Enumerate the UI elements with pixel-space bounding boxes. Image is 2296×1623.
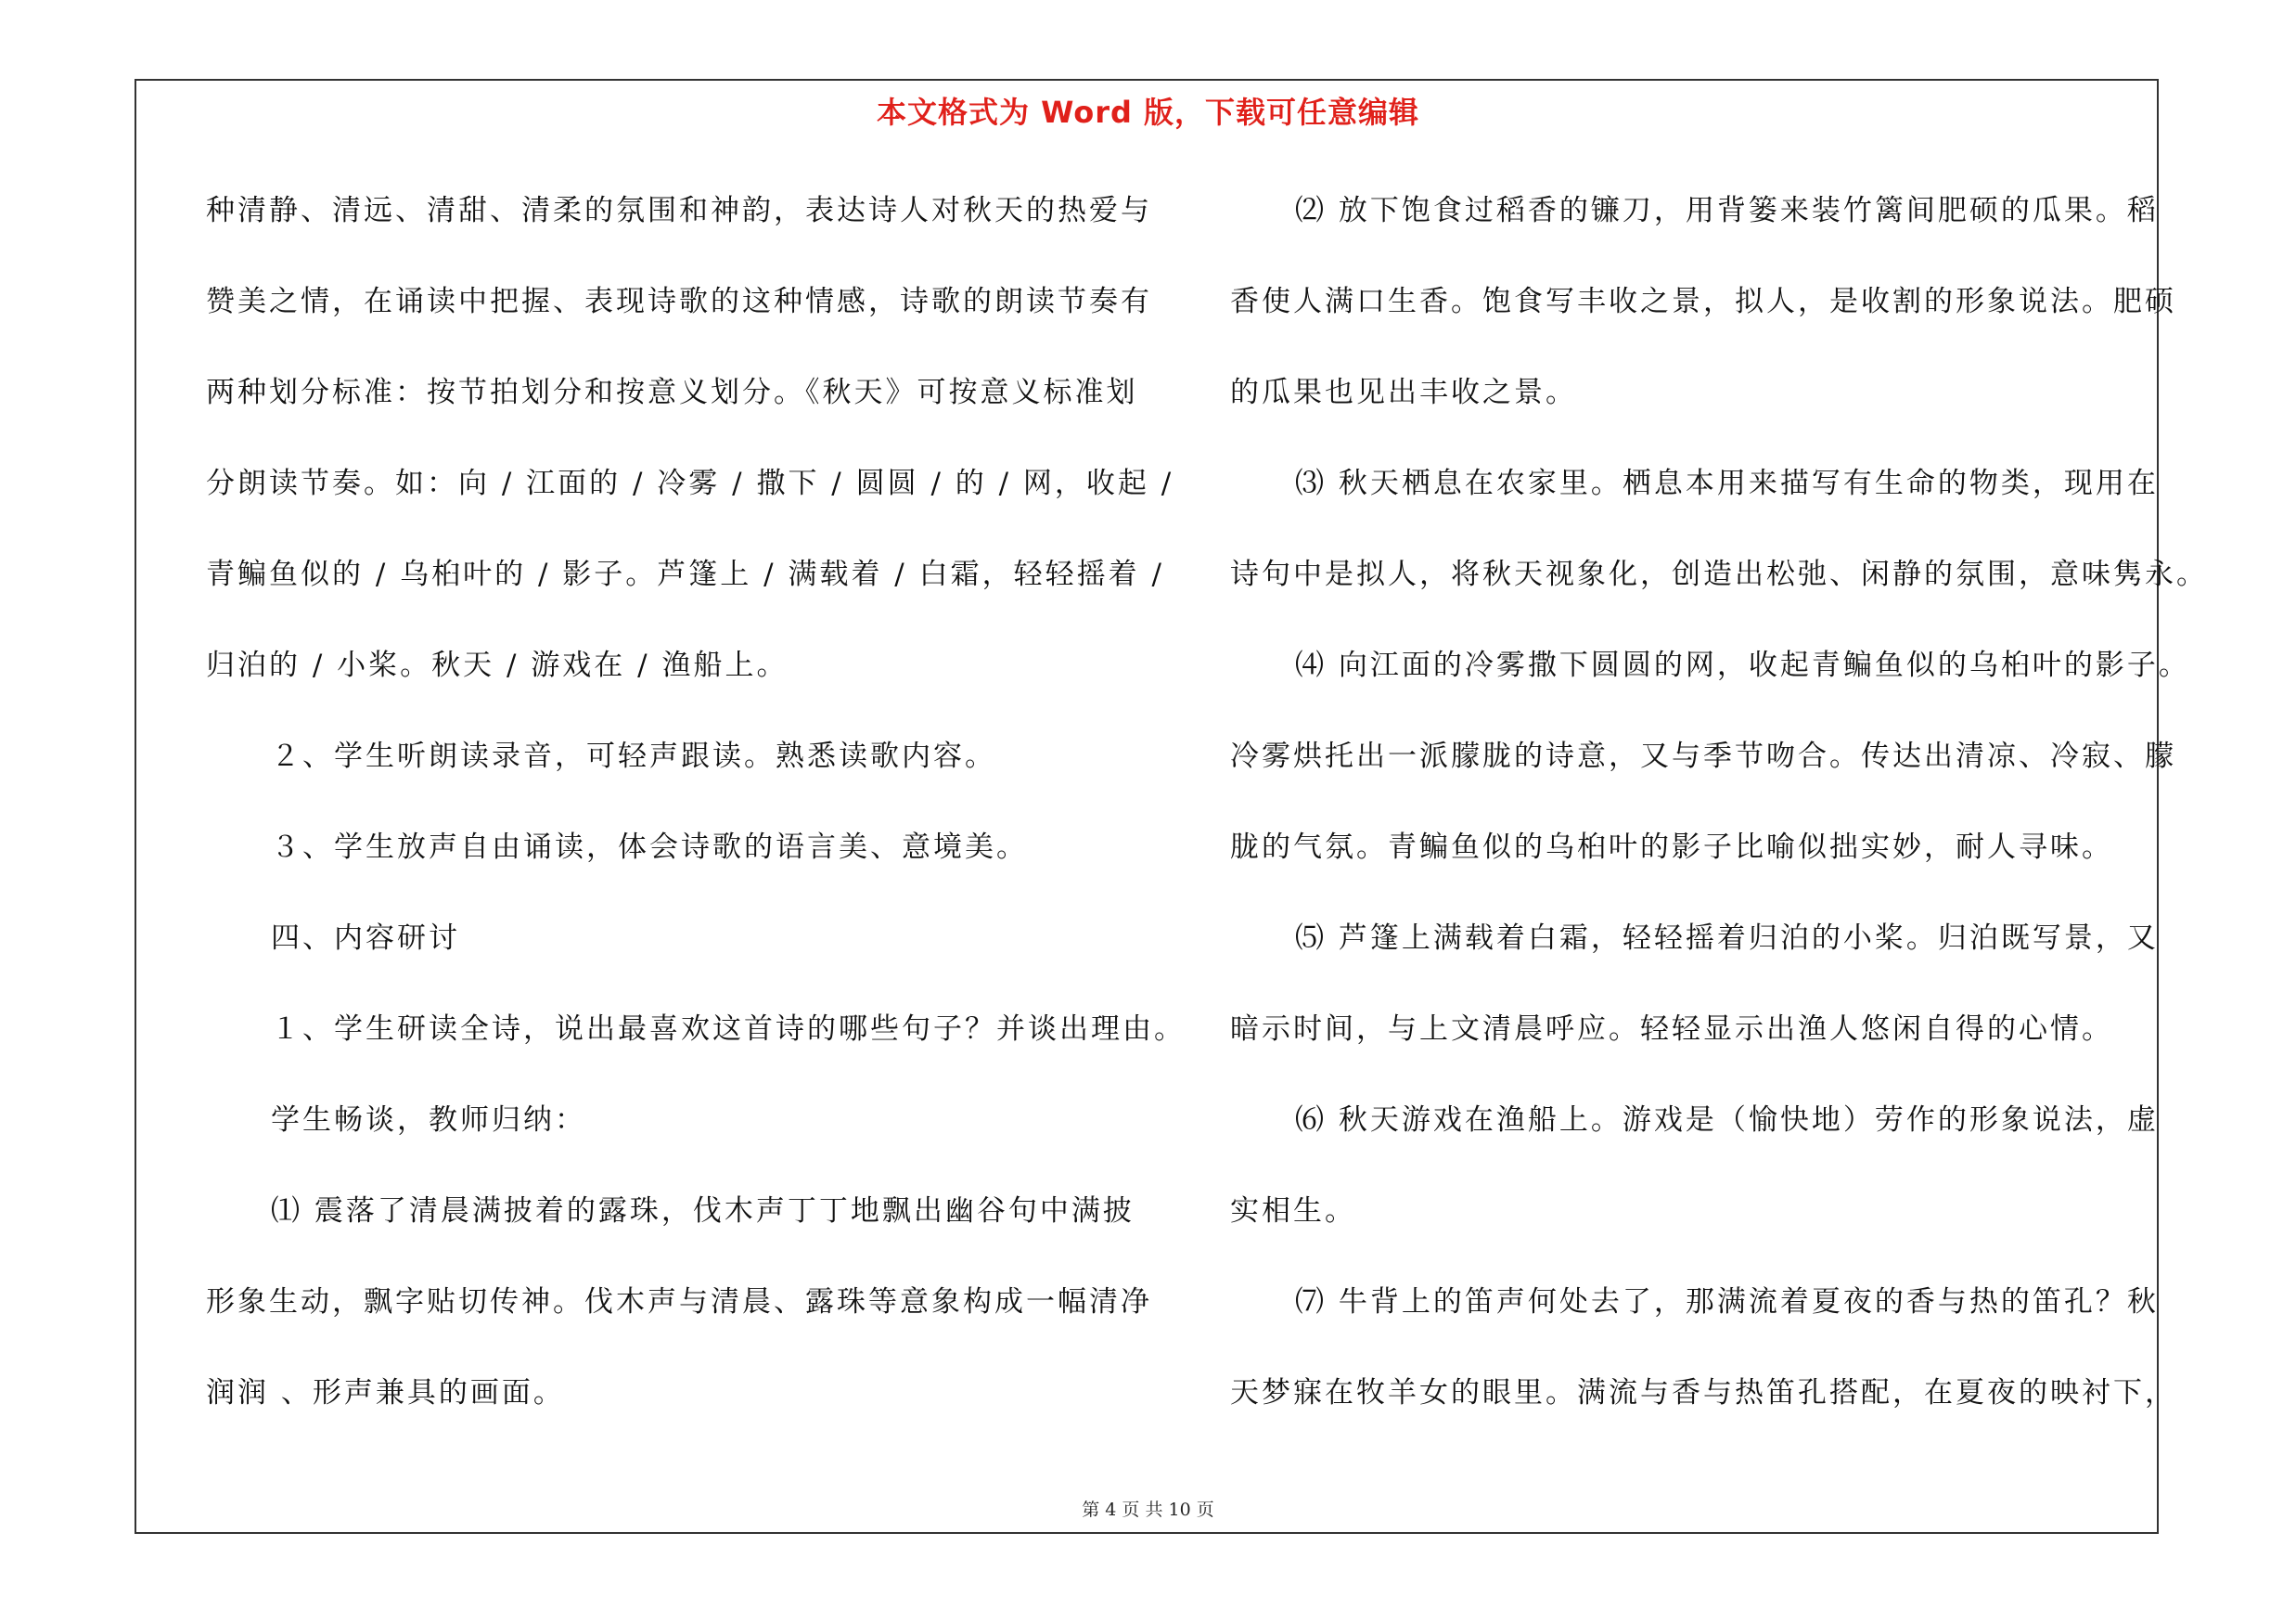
text-line: ２、学生听朗读录音，可轻声跟读。熟悉读歌内容。 <box>271 740 996 773</box>
text-line: 赞美之情，在诵读中把握、表现诗歌的这种情感，诗歌的朗读节奏有 <box>206 285 1152 318</box>
text-line: 学生畅谈，教师归纳： <box>271 1103 586 1137</box>
text-line: ⑸ 芦篷上满载着白霜，轻轻摇着归泊的小桨。归泊既写景，又 <box>1295 921 2159 955</box>
text-line: 暗示时间，与上文清晨呼应。轻轻显示出渔人悠闲自得的心情。 <box>1230 1012 2113 1046</box>
header-banner: 本文格式为 Word 版，下载可任意编辑 <box>876 95 1420 130</box>
text-line: 青鳊鱼似的 / 乌桕叶的 / 影子。芦篷上 / 满载着 / 白霜，轻轻摇着 / <box>206 558 1164 591</box>
text-line: ⑶ 秋天栖息在农家里。栖息本用来描写有生命的物类，现用在 <box>1295 467 2159 500</box>
text-line: 实相生。 <box>1230 1194 1356 1228</box>
page-number: 第 4 页 共 10 页 <box>1082 1500 1214 1520</box>
text-line: ⑹ 秋天游戏在渔船上。游戏是（愉快地）劳作的形象说法，虚 <box>1295 1103 2159 1137</box>
right-column <box>1230 181 2208 1454</box>
left-column <box>206 181 1186 1454</box>
text-line: ⑷ 向江面的冷雾撒下圆圆的网，收起青鳊鱼似的乌桕叶的影子。 <box>1295 649 2190 682</box>
text-line: 归泊的 / 小桨。秋天 / 游戏在 / 渔船上。 <box>206 649 789 682</box>
text-line: 天梦寐在牧羊女的眼里。满流与香与热笛孔搭配，在夏夜的映衬下， <box>1230 1376 2176 1410</box>
text-line: 香使人满口生香。饱食写丰收之景，拟人，是收割的形象说法。肥硕 <box>1230 285 2176 318</box>
text-line: 润润 、形声兼具的画面。 <box>206 1376 565 1410</box>
text-line: ⑵ 放下饱食过稻香的镰刀，用背篓来装竹篱间肥硕的瓜果。稻 <box>1295 194 2159 227</box>
text-line: 冷雾烘托出一派朦胧的诗意，又与季节吻合。传达出清凉、冷寂、朦 <box>1230 740 2176 773</box>
text-line: ⑺ 牛背上的笛声何处去了，那满流着夏夜的香与热的笛孔？秋 <box>1295 1285 2159 1319</box>
text-line: 分朗读节奏。如：向 / 江面的 / 冷雾 / 撒下 / 圆圆 / 的 / 网，收起 / <box>206 467 1174 500</box>
text-line: 的瓜果也见出丰收之景。 <box>1230 376 1577 409</box>
text-line: ⑴ 震落了清晨满披着的露珠，伐木声丁丁地飘出幽谷句中满披 <box>271 1194 1135 1228</box>
text-line: 胧的气氛。青鳊鱼似的乌桕叶的影子比喻似拙实妙，耐人寻味。 <box>1230 831 2113 864</box>
text-line: ３、学生放声自由诵读，体会诗歌的语言美、意境美。 <box>271 831 1028 864</box>
text-line: 种清静、清远、清甜、清柔的氛围和神韵，表达诗人对秋天的热爱与 <box>206 194 1152 227</box>
text-line: 两种划分标准：按节拍划分和按意义划分。《秋天》可按意义标准划 <box>206 376 1138 409</box>
text-line: １、学生研读全诗，说出最喜欢这首诗的哪些句子？并谈出理由。 <box>271 1012 1186 1046</box>
text-line: 诗句中是拟人，将秋天视象化，创造出松弛、闲静的氛围，意味隽永。 <box>1230 558 2208 591</box>
text-line: 四、内容研讨 <box>271 921 460 955</box>
text-line: 形象生动，飘字贴切传神。伐木声与清晨、露珠等意象构成一幅清净 <box>206 1285 1152 1319</box>
